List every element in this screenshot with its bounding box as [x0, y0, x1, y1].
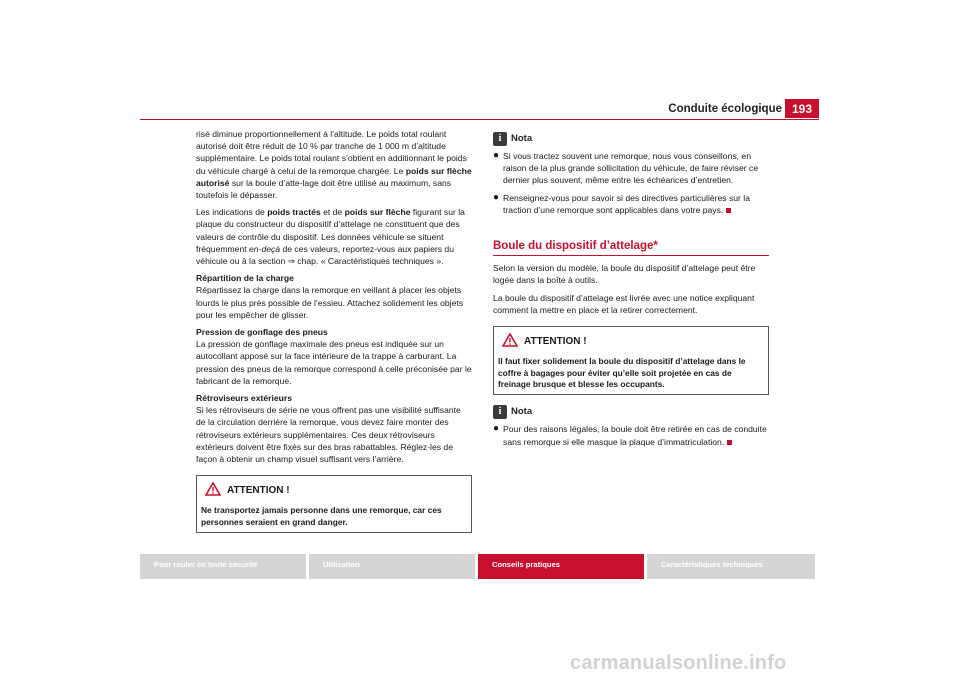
section-title: Boule du dispositif d’attelage* [493, 240, 769, 256]
list-item-text: Si vous tractez souvent une remorque, nous vous conseillons, en raison de la plus grande sollicitation du véhicule, de faire réviser ce dernier plus souvent, même entre les échéances d’entretien. [503, 151, 759, 186]
italic-text: en-deçà [249, 243, 281, 254]
bold-text: poids sur flèche [344, 207, 411, 218]
list-item-text: Pour des raisons légales, la boule doit être retirée en cas de conduite sans remorque si elle masque la plaque d’immatriculation. [503, 424, 767, 447]
paragraph [196, 128, 472, 201]
paragraph: La boule du dispositif d’attelage est livrée avec une notice expliquant comment la mettre en place et la retirer correctement. [493, 292, 755, 315]
warning-title: ATTENTION ! [227, 485, 290, 497]
list-item [493, 192, 769, 216]
text: figurant sur la plaque du constructeur du dispositif d’attelage ne constituent que des valeurs de contrôle du dispositif. Les données véhicule se situent fréquemment [196, 207, 465, 254]
nota-title: Nota [511, 132, 533, 144]
paragraph: La pression de gonflage maximale des pneus est indiquée sur un autocollant apposé sur la face intérieure de la trappe à carburant. La pression des pneus de la remorque correspond à celle préconisée par le fabricant de la remorque. [196, 339, 472, 386]
warning-title: ATTENTION ! [524, 336, 587, 348]
warning-header [205, 482, 467, 500]
footer-tab-practical-tips[interactable]: Conseils pratiques [478, 554, 644, 579]
text: Les indications de [196, 207, 268, 218]
warning-header [502, 333, 764, 351]
bullet-icon: ● [493, 150, 500, 161]
bold-text: poids tractés [267, 207, 321, 218]
info-icon: i [493, 405, 507, 419]
text: de ces valeurs, reportez-vous aux papiers du véhicule ou à la section ⇒ chap. « Caractéristiques techniques ». [196, 243, 454, 267]
list-item [493, 423, 769, 447]
text: et de [320, 207, 345, 218]
end-marker-icon [727, 440, 732, 445]
info-icon: i [493, 132, 507, 146]
subheading: Pression de gonflage des pneus [196, 327, 328, 338]
bullet-icon: ● [493, 191, 500, 203]
nota-title: Nota [511, 406, 533, 418]
watermark: carmanualsonline.info [570, 652, 787, 674]
paragraph: Si les rétroviseurs de série ne vous offrent pas une visibilité suffisante de la circulation derrière la remorque, vous devez faire monter des rétroviseurs extérieurs supplémentaires. Ces deux rétroviseurs extérieurs doivent être fixés sur des bras rabattables. Réglez-les de façon à obtenir un champ visuel suffisant vers l’arrière. [196, 405, 461, 465]
warning-text: Il faut fixer solidement la boule du dispositif d’attelage dans le coffre à bagages pour éviter qu’elle soit projetée en cas de freinage brusque et blesse les occupants. [498, 356, 746, 390]
header-divider [140, 119, 819, 120]
footer-tab-usage[interactable]: Utilisation [309, 554, 475, 579]
list-item [493, 150, 769, 187]
warning-triangle-icon [205, 482, 221, 500]
footer-tab-safety[interactable]: Pour rouler en toute sécurité [140, 554, 306, 579]
warning-triangle-icon [502, 333, 518, 351]
footer-nav [140, 554, 815, 579]
subheading: Rétroviseurs extérieurs [196, 393, 293, 404]
subheading: Répartition de la charge [196, 273, 294, 284]
text: risé diminue proportionnellement à l’altitude. Le poids total roulant autorisé doit être réduit de 10 % par tranche de 1 000 m d’altitude supplémentaire. Le poids total roulant s’obtient en additionnant le poids du véhicule chargé à celui de la remorque chargée. Le [196, 129, 467, 176]
paragraph: Répartissez la charge dans la remorque en veillant à placer les objets lourds le plus près possible de l’essieu. Attachez solidement les objets pour les empêcher de glisser. [196, 285, 464, 320]
text: sur la boule d’atte-lage doit être utilisé au maximum, sans toutefois le dépasser. [196, 177, 452, 201]
paragraph: Selon la version du modèle, la boule du dispositif d’attelage peut être logée dans la boîte à outils. [493, 263, 756, 286]
warning-box [493, 326, 769, 395]
nota-heading [493, 132, 769, 146]
page-title: Conduite écologique [668, 103, 782, 115]
list-item-text: Renseignez-vous pour savoir si des directives particulières sur la traction d’une remorque sont applicables dans votre pays. [503, 192, 750, 215]
warning-text: Ne transportez jamais personne dans une remorque, car ces personnes seraient en grand danger. [201, 505, 442, 527]
left-column [196, 128, 472, 543]
paragraph [196, 206, 472, 267]
page-header [0, 0, 960, 120]
warning-box [196, 475, 472, 533]
end-marker-icon [726, 208, 731, 213]
page-number: 193 [785, 99, 819, 118]
nota-heading [493, 405, 769, 419]
bullet-icon: ● [493, 423, 500, 435]
bold-text: poids sur flèche autorisé [196, 165, 472, 188]
footer-tab-specs[interactable]: Caractéristiques techniques [647, 554, 815, 579]
right-column [493, 128, 769, 453]
